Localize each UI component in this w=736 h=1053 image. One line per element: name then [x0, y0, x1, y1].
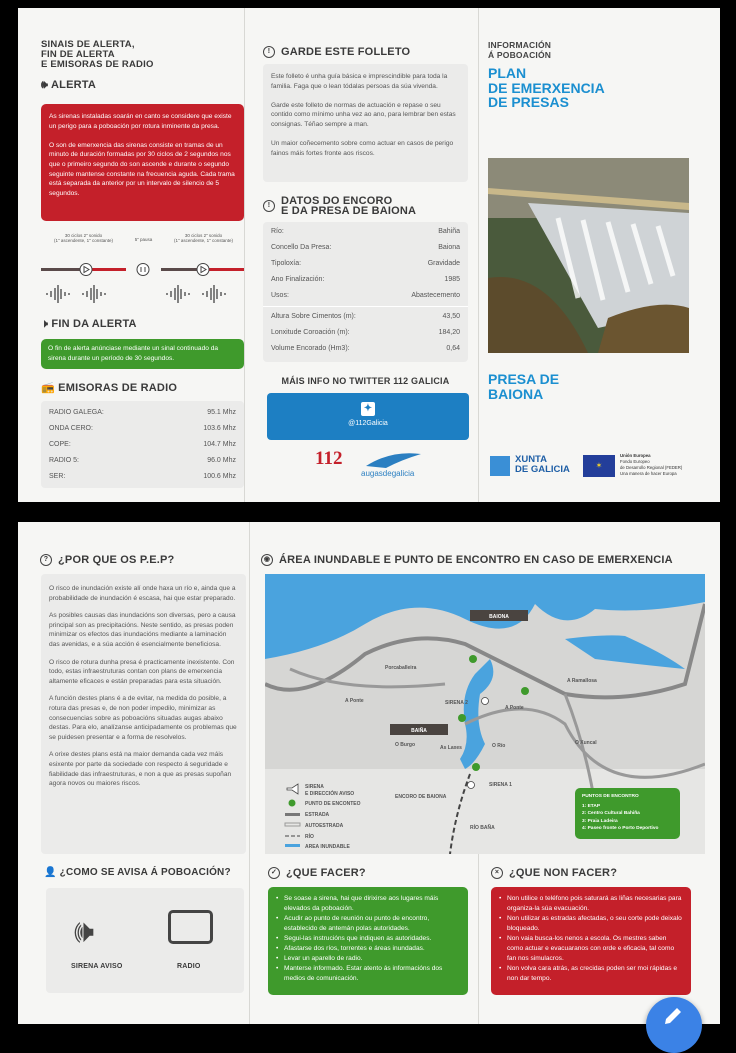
xunta-emblem-icon	[490, 456, 510, 476]
pep-heading	[40, 554, 174, 566]
dam-photo	[488, 158, 689, 353]
meeting-points-title: PUNTOS DE ENCONTRO	[582, 794, 639, 799]
table-row	[49, 469, 236, 485]
table-row	[271, 288, 460, 304]
pause-label: 5" pausa	[134, 237, 153, 242]
brochure-inner-side	[18, 522, 720, 1024]
twitter-handle: @112Galicia	[348, 420, 388, 427]
eu-line: Fondo Europeo	[620, 459, 650, 464]
eu-line: de Desarrollo Regional (FEDER)	[620, 465, 683, 470]
do-heading-text: ¿QUE FACER?	[286, 867, 366, 879]
pep-box	[41, 574, 246, 854]
alert-text: As sirenas instaladas soarán en canto se considere que existe un perigo para a poboación por rotura inminente da presa.	[49, 113, 232, 130]
keep-box	[263, 64, 468, 182]
pep-paragraph: O risco de inundación existe alí onde haxa un río e, ainda que a probabilidade de inundación é escasa, hai que estar preparado.	[49, 585, 236, 602]
siren-cycle-diagram	[41, 233, 244, 308]
row-value: 43,50	[442, 313, 460, 320]
info-icon: !	[263, 46, 275, 58]
do-heading	[268, 867, 366, 879]
twitter-link-button[interactable]	[267, 393, 469, 440]
list-item: • Afastarse dos ríos, torrentes e áreas inundadas.	[276, 944, 460, 954]
cycle-sub: (1" ascendente, 1" constante)	[54, 238, 113, 243]
alert-box	[41, 104, 244, 221]
siren-label: SIRENA AVISO	[71, 963, 123, 970]
eu-text	[620, 453, 682, 477]
eu-flag-icon: ✶	[583, 455, 615, 477]
map-label: O Burgo	[395, 742, 415, 748]
row-value: 184,20	[438, 329, 460, 336]
eu-line: Una manera de hacer Europa	[620, 471, 677, 476]
twitter-icon: ✦	[361, 402, 375, 416]
list-item: • Segui-las instrucións que indiquen as autoridades.	[276, 934, 460, 944]
list-item: • Non vaia busca-los nenos a escola. Os mestres saben como actuar e evacuaranos con orde e eficacia, tal como fan nos simulacros.	[499, 934, 683, 964]
dont-heading	[491, 867, 617, 879]
map-label: A Ponte	[505, 705, 524, 711]
fold-line	[244, 8, 245, 502]
table-row	[271, 309, 460, 325]
table-row	[271, 325, 460, 341]
title-line: E EMISORAS DE RADIO	[41, 59, 154, 70]
list-item: • Acudir ao punto de reunión ou punto de encontro, establecido de antemán polas autoridades.	[276, 914, 460, 934]
info-icon: !	[263, 200, 275, 212]
row-value: 100.6 Mhz	[203, 473, 236, 480]
cycle-sub: (1" ascendente, 1" constante)	[174, 238, 233, 243]
table-row	[271, 341, 460, 357]
speaker-icon: 🕨	[41, 318, 49, 330]
table-row	[271, 256, 460, 272]
alert-heading	[41, 79, 96, 92]
keep-heading	[263, 46, 410, 58]
do-list	[268, 887, 468, 995]
fold-line	[249, 522, 250, 1024]
row-value: 1985	[444, 276, 460, 283]
table-row	[271, 240, 460, 256]
alert-heading-text: ALERTA	[51, 79, 96, 91]
row-label: Volume Encorado (Hm3):	[271, 345, 350, 352]
keep-text: Un maior coñecemento sobre como actuar en casos de perigo fainos máis fortes fronte aos riscos.	[271, 140, 454, 157]
legend-item: E DIRECCIÓN AVISO	[305, 791, 355, 797]
row-label: Usos:	[271, 292, 289, 299]
legend-item: SIRENA	[305, 784, 324, 790]
title-line: SINAIS DE ALERTA,	[41, 39, 135, 50]
map-label: A Ponte	[345, 698, 364, 704]
speaker-icon: 🕪	[41, 79, 49, 91]
keep-text: Este folleto é unha guía básica e imprescindible para toda la familia. Faga que o lean tódalas persoas da súa vivenda.	[271, 73, 448, 90]
map-label: O Xuncal	[575, 740, 597, 746]
dam-name-line: BAIONA	[488, 385, 544, 402]
map-label: BAIÑA	[411, 728, 427, 734]
meeting-point-item: 3: Praia Ladeira	[582, 818, 618, 824]
map-label: Porcaballeira	[385, 665, 417, 671]
table-row	[49, 405, 236, 421]
check-icon: ✓	[268, 867, 280, 879]
table-row	[49, 437, 236, 453]
twitter-heading: MÁIS INFO NO TWITTER 112 GALICIA	[281, 376, 450, 386]
radio-heading-text: EMISORAS DE RADIO	[58, 382, 178, 394]
logo-112: 112	[315, 448, 343, 469]
fold-line	[478, 8, 479, 502]
row-value: 95.1 Mhz	[207, 409, 236, 416]
dam-data-table	[263, 222, 468, 362]
title-line: PLAN	[488, 65, 527, 81]
list-item: • Se soase a sirena, hai que dirixirse aos lugares máis elevados da poboación.	[276, 894, 460, 914]
row-label: Lonxitude Coroación (m):	[271, 329, 350, 336]
end-alert-box: O fin de alerta anúnciase mediante un sinal continuado da sirena durante un período de 30 segundos.	[41, 339, 244, 369]
legend-item: AREA INUNDABLE	[305, 844, 350, 850]
row-value: Baiona	[438, 244, 460, 251]
meeting-point-item: 2: Centro Cultural Bahiña	[582, 811, 640, 817]
row-label: RADIO 5:	[49, 457, 79, 464]
meeting-points-box	[575, 788, 680, 839]
map-label: RÍO BAÑA	[470, 825, 495, 831]
data-heading-line: E DA PRESA DE BAIONA	[281, 205, 417, 217]
row-value: 103.6 Mhz	[203, 425, 236, 432]
data-heading	[263, 196, 416, 216]
kicker-line: INFORMACIÓN	[488, 40, 552, 50]
radio-label: RADIO	[177, 963, 201, 970]
question-icon: ?	[40, 554, 52, 566]
section-title	[41, 40, 154, 70]
pep-heading-text: ¿POR QUE OS P.E.P?	[58, 554, 175, 566]
row-value: Bahiña	[438, 228, 460, 235]
fold-line	[478, 852, 479, 1024]
row-label: Tipoloxía:	[271, 260, 302, 267]
map-heading-text: ÁREA INUNDABLE E PUNTO DE ENCONTRO EN CASO DE EMERXENCIA	[279, 554, 673, 566]
row-label: COPE:	[49, 441, 71, 448]
pep-paragraph: O risco de rotura dunha presa é practicamente inexistente. Con todo, estas infraestruturas contan con plans de emerxencia altamente eficaces e están preparadas para esta situación.	[49, 658, 235, 685]
table-row	[49, 421, 236, 437]
sound-wave-graphic	[41, 259, 244, 309]
dont-heading-text: ¿QUE NON FACER?	[509, 867, 618, 879]
end-alert-heading-text: FIN DA ALERTA	[51, 318, 137, 330]
brochure-outer-side	[18, 8, 720, 502]
map-label: BAIONA	[489, 614, 509, 620]
row-label: Concello Da Presa:	[271, 244, 332, 251]
edit-fab-button[interactable]	[646, 997, 702, 1053]
how-box	[46, 888, 244, 993]
augas-logo-graphic	[361, 450, 431, 470]
end-alert-heading	[41, 318, 137, 331]
table-row	[49, 453, 236, 469]
keep-heading-text: GARDE ESTE FOLLETO	[281, 46, 411, 58]
list-item: • Non utilice o teléfono pois saturará as liñas necesarias para organiza-la súa evacuación.	[499, 894, 683, 914]
target-icon: ◉	[261, 554, 273, 566]
dam-name	[488, 372, 559, 401]
table-row	[271, 224, 460, 240]
table-row	[271, 272, 460, 288]
alert-text: O son de emerxencia das sirenas consiste en tramas de un minuto de duración formadas por 30 ciclos de 2 segundos nos que o primeiro segundo do son ascende e durante o segundo seguinte mantense constante na frecuencia aguda. Cada trama está separada da anterior por un intervalo de silencio de 5 segundos.	[49, 141, 235, 197]
row-label: Ano Finalización:	[271, 276, 325, 283]
row-value: 0,64	[446, 345, 460, 352]
row-value: 96.0 Mhz	[207, 457, 236, 464]
dont-list	[491, 887, 691, 995]
cover-title	[488, 66, 605, 110]
how-heading-text: ¿COMO SE AVISA Á POBOACIÓN?	[59, 867, 231, 878]
how-heading	[44, 867, 231, 878]
data-heading-line: DATOS DO ENCORO	[281, 195, 393, 207]
xunta-line: DE GALICIA	[515, 464, 570, 475]
legend-item: ESTRADA	[305, 812, 330, 818]
row-value: Gravidade	[427, 260, 460, 267]
eu-line: Unión Europea	[620, 453, 651, 458]
title-line: DE EMERXENCIA	[488, 79, 605, 96]
title-line: DE PRESAS	[488, 94, 569, 110]
list-item: • Non volva cara atrás, as crecidas poden ser moi rápidas e non dar tempo.	[499, 964, 683, 984]
legend-item: PUNTO DE ENCONTEO	[305, 801, 361, 807]
radio-stations-table	[41, 401, 244, 488]
legend	[285, 784, 361, 850]
legend-item: RÍO	[305, 834, 314, 840]
pep-paragraph: As posibles causas das inundacións son diversas, pero a causa principal son as precipitacións. Neste sentido, as presas poden minimizar os efectos das inundacións mediante a laminación das avenidas, e a súa acción é esencialmente beneficiosa.	[49, 612, 236, 648]
keep-text: Garde este folleto de normas de actuación e repase o seu contido como mínimo unha vez ao ano, para lembrar ben estas consignas. Téñao sempre a man.	[271, 101, 456, 128]
augas-logo-text: augasdegalicia	[361, 469, 415, 478]
radio-icon: 📻	[41, 382, 55, 394]
map-heading	[261, 554, 673, 566]
pep-paragraph: A orixe destes plans está na maior demanda cada vez máis esixente por parte da sociedade con respecto á seguridade e fiabilidade das infraestruturas, e non a que as presas supoñan agora novos ou maiores riscos.	[49, 751, 232, 788]
row-label: ONDA CERO:	[49, 425, 93, 432]
cycle-label: 30 ciclos 2" sonido	[184, 233, 223, 238]
map-label: A Ramallosa	[567, 678, 597, 684]
row-value: Abastecemento	[411, 292, 460, 299]
xunta-line: XUNTA	[515, 454, 548, 465]
map-label: SIRENA 1	[489, 782, 512, 788]
map-label: O Río	[492, 743, 506, 749]
map-label: ENCORO DE BAIONA	[395, 794, 447, 800]
row-label: Río:	[271, 228, 284, 235]
row-label: SER:	[49, 473, 66, 480]
meeting-point-item: 1: ETAP	[582, 804, 601, 810]
cycle-label: 30 ciclos 2" sonido	[64, 233, 103, 238]
meeting-point-item: 4: Paseo fronte o Porto Deportivo	[582, 825, 659, 831]
dam-name-line: PRESA DE	[488, 371, 560, 387]
kicker	[488, 40, 551, 60]
title-line: FIN DE ALERTA	[41, 49, 115, 60]
kicker-line: Á POBOACIÓN	[488, 50, 552, 60]
legend-item: AUTOESTRADA	[305, 823, 344, 829]
list-item: • Levar un aparello de radio.	[276, 954, 460, 964]
siren-speaker-icon: 🕪	[74, 913, 95, 949]
map-label: SIRENA 2	[445, 700, 468, 706]
radio-icon	[168, 910, 213, 944]
xunta-logo	[515, 455, 570, 475]
list-item: • Manterse informado. Estar atento ás informacións dos medios de comunicación.	[276, 964, 460, 984]
pep-paragraph: A función destes plans é a de evitar, na medida do posible, a rotura das presas e, de non poder impedilo, minimizar as consecuencias sobre as poboacións situadas augas abaixo destas. Para elo, analízanse anticipadamente os problemas que se puidesen presentar e a forma de resolvelos.	[49, 695, 237, 741]
row-label: RADIO GALEGA:	[49, 409, 104, 416]
row-label: Altura Sobre Cimentos (m):	[271, 313, 356, 320]
row-value: 104.7 Mhz	[203, 441, 236, 448]
map-label: As Laxes	[440, 745, 462, 751]
x-icon: ×	[491, 867, 503, 879]
person-icon: 👤	[44, 867, 57, 878]
radio-heading	[41, 381, 177, 394]
list-item: • Non utilizar as estradas afectadas, o seu corte pode deixalo bloqueado.	[499, 914, 683, 934]
